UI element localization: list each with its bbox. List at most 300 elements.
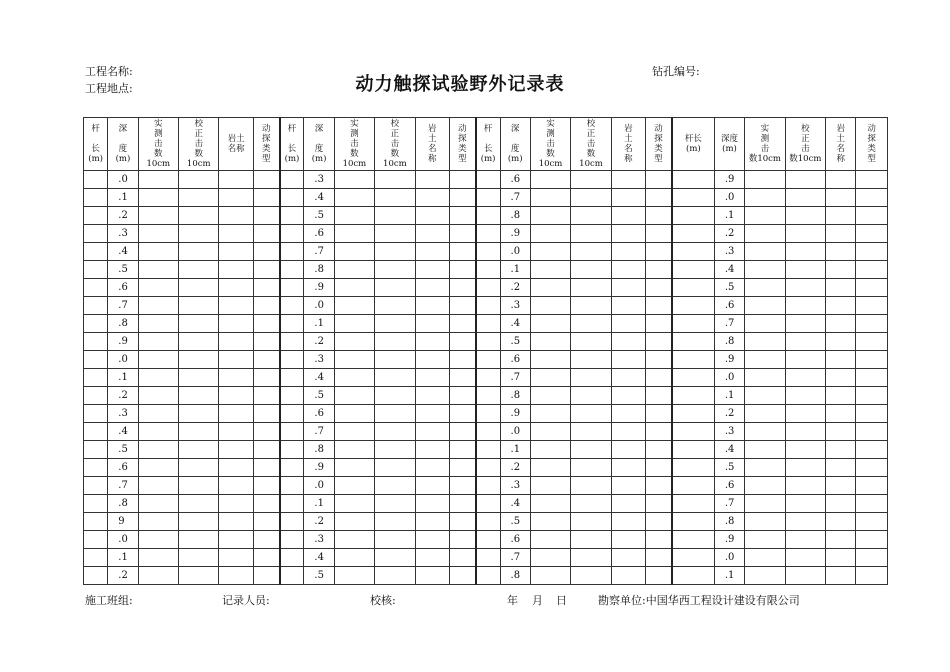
- header-row: [84, 118, 888, 171]
- corrected-blows-cell: [571, 369, 611, 387]
- table-row: [84, 405, 888, 423]
- probe-type-cell: [449, 369, 475, 387]
- depth-cell: .9: [714, 351, 744, 369]
- rod-length-cell: [672, 387, 714, 405]
- probe-type-cell: [449, 333, 475, 351]
- depth-cell: .5: [108, 441, 138, 459]
- depth-cell: .2: [108, 387, 138, 405]
- probe-type-cell: [253, 261, 279, 279]
- rod-length-cell: [672, 189, 714, 207]
- borehole-number-label: 钻孔编号:: [652, 65, 700, 78]
- corrected-blows-cell: [179, 405, 219, 423]
- rod-length-cell: [84, 441, 108, 459]
- measured-blows-cell: [138, 567, 178, 585]
- table-row: [84, 225, 888, 243]
- depth-cell: .2: [304, 333, 334, 351]
- probe-type-cell: [856, 513, 888, 531]
- rod-length-cell: [672, 261, 714, 279]
- probe-type-cell: [856, 423, 888, 441]
- soil-name-cell: [826, 369, 856, 387]
- probe-type-cell: [856, 531, 888, 549]
- soil-name-cell: [219, 171, 253, 189]
- corrected-blows-cell: [571, 387, 611, 405]
- probe-type-cell: [253, 171, 279, 189]
- measured-blows-cell: [745, 333, 785, 351]
- depth-cell: .3: [108, 405, 138, 423]
- depth-cell: .2: [108, 567, 138, 585]
- soil-name-cell: [415, 351, 449, 369]
- corrected-blows-cell: [571, 459, 611, 477]
- corrected-blows-cell: [375, 207, 415, 225]
- probe-type-cell: [449, 459, 475, 477]
- corrected-blows-cell: [375, 459, 415, 477]
- measured-blows-cell: [530, 207, 570, 225]
- corrected-blows-cell: [571, 567, 611, 585]
- rod-length-cell: [280, 243, 304, 261]
- soil-name-cell: [826, 405, 856, 423]
- soil-name-cell: [219, 513, 253, 531]
- probe-type-cell: [253, 243, 279, 261]
- depth-cell: .8: [714, 513, 744, 531]
- measured-blows-cell: [745, 171, 785, 189]
- soil-name-cell: [826, 225, 856, 243]
- probe-type-cell: [253, 297, 279, 315]
- measured-blows-cell: [530, 423, 570, 441]
- probe-type-cell: [646, 171, 672, 189]
- corrected-blows-cell: [785, 513, 825, 531]
- header-probe-type: 动 探 类 型: [646, 118, 672, 171]
- soil-name-cell: [219, 369, 253, 387]
- probe-type-cell: [856, 189, 888, 207]
- soil-name-cell: [826, 441, 856, 459]
- rod-length-cell: [280, 531, 304, 549]
- depth-cell: .0: [714, 549, 744, 567]
- probe-type-cell: [449, 387, 475, 405]
- probe-type-cell: [253, 315, 279, 333]
- rod-length-cell: [280, 423, 304, 441]
- soil-name-cell: [826, 243, 856, 261]
- corrected-blows-cell: [571, 189, 611, 207]
- rod-length-cell: [672, 279, 714, 297]
- rod-length-cell: [84, 369, 108, 387]
- measured-blows-cell: [334, 477, 374, 495]
- table-row: [84, 297, 888, 315]
- soil-name-cell: [415, 279, 449, 297]
- soil-name-cell: [611, 477, 645, 495]
- soil-name-cell: [826, 315, 856, 333]
- corrected-blows-cell: [375, 549, 415, 567]
- depth-cell: .4: [304, 549, 334, 567]
- measured-blows-cell: [334, 423, 374, 441]
- corrected-blows-cell: [785, 441, 825, 459]
- measured-blows-cell: [530, 495, 570, 513]
- soil-name-cell: [611, 333, 645, 351]
- rod-length-cell: [476, 171, 500, 189]
- depth-cell: .8: [304, 261, 334, 279]
- measured-blows-cell: [745, 279, 785, 297]
- corrected-blows-cell: [179, 297, 219, 315]
- soil-name-cell: [219, 405, 253, 423]
- crew-label: 施工班组:: [85, 594, 133, 607]
- depth-cell: .8: [304, 441, 334, 459]
- depth-cell: .1: [108, 369, 138, 387]
- probe-type-cell: [253, 459, 279, 477]
- corrected-blows-cell: [179, 333, 219, 351]
- soil-name-cell: [219, 351, 253, 369]
- corrected-blows-cell: [179, 387, 219, 405]
- rod-length-cell: [280, 459, 304, 477]
- probe-type-cell: [449, 279, 475, 297]
- measured-blows-cell: [138, 351, 178, 369]
- rod-length-cell: [280, 387, 304, 405]
- probe-type-cell: [646, 243, 672, 261]
- depth-cell: .2: [500, 279, 530, 297]
- probe-type-cell: [253, 567, 279, 585]
- measured-blows-cell: [530, 279, 570, 297]
- year-label: 年: [507, 594, 518, 607]
- soil-name-cell: [826, 423, 856, 441]
- depth-cell: .5: [714, 279, 744, 297]
- soil-name-cell: [611, 387, 645, 405]
- corrected-blows-cell: [179, 531, 219, 549]
- rod-length-cell: [84, 207, 108, 225]
- measured-blows-cell: [334, 315, 374, 333]
- probe-type-cell: [856, 549, 888, 567]
- measured-blows-cell: [530, 387, 570, 405]
- probe-type-cell: [856, 171, 888, 189]
- probe-type-cell: [856, 279, 888, 297]
- measured-blows-cell: [138, 243, 178, 261]
- soil-name-cell: [611, 567, 645, 585]
- soil-name-cell: [415, 459, 449, 477]
- depth-cell: .3: [108, 225, 138, 243]
- probe-type-cell: [449, 207, 475, 225]
- soil-name-cell: [219, 207, 253, 225]
- corrected-blows-cell: [375, 531, 415, 549]
- depth-cell: .2: [108, 207, 138, 225]
- header-corrected-blows: 校 正 击 数10cm: [785, 118, 825, 171]
- depth-cell: .1: [108, 189, 138, 207]
- probe-type-cell: [646, 405, 672, 423]
- depth-cell: .7: [714, 495, 744, 513]
- soil-name-cell: [415, 531, 449, 549]
- measured-blows-cell: [745, 441, 785, 459]
- table-row: [84, 261, 888, 279]
- corrected-blows-cell: [375, 441, 415, 459]
- rod-length-cell: [476, 243, 500, 261]
- rod-length-cell: [280, 225, 304, 243]
- soil-name-cell: [611, 225, 645, 243]
- depth-cell: .9: [500, 405, 530, 423]
- depth-cell: .6: [304, 405, 334, 423]
- measured-blows-cell: [530, 315, 570, 333]
- rod-length-cell: [672, 315, 714, 333]
- probe-type-cell: [449, 189, 475, 207]
- corrected-blows-cell: [571, 279, 611, 297]
- measured-blows-cell: [334, 441, 374, 459]
- probe-type-cell: [646, 333, 672, 351]
- probe-type-cell: [856, 243, 888, 261]
- depth-cell: .3: [500, 297, 530, 315]
- corrected-blows-cell: [375, 513, 415, 531]
- depth-cell: .6: [108, 459, 138, 477]
- header-corrected-blows: 校 正 击 数 10cm: [571, 118, 611, 171]
- rod-length-cell: [84, 567, 108, 585]
- soil-name-cell: [415, 477, 449, 495]
- depth-cell: .9: [108, 333, 138, 351]
- rod-length-cell: [476, 297, 500, 315]
- table-row: [84, 333, 888, 351]
- measured-blows-cell: [745, 567, 785, 585]
- measured-blows-cell: [745, 477, 785, 495]
- soil-name-cell: [611, 495, 645, 513]
- probe-type-cell: [856, 387, 888, 405]
- record-table: [83, 117, 888, 585]
- soil-name-cell: [826, 297, 856, 315]
- rod-length-cell: [280, 315, 304, 333]
- probe-type-cell: [646, 459, 672, 477]
- rod-length-cell: [476, 315, 500, 333]
- measured-blows-cell: [530, 513, 570, 531]
- soil-name-cell: [219, 567, 253, 585]
- rod-length-cell: [280, 549, 304, 567]
- probe-type-cell: [253, 405, 279, 423]
- rod-length-cell: [84, 333, 108, 351]
- soil-name-cell: [611, 261, 645, 279]
- depth-cell: .8: [714, 333, 744, 351]
- probe-type-cell: [856, 567, 888, 585]
- rod-length-cell: [84, 297, 108, 315]
- probe-type-cell: [253, 189, 279, 207]
- corrected-blows-cell: [571, 405, 611, 423]
- soil-name-cell: [219, 495, 253, 513]
- rod-length-cell: [672, 405, 714, 423]
- soil-name-cell: [826, 459, 856, 477]
- rod-length-cell: [672, 369, 714, 387]
- table-row: [84, 477, 888, 495]
- soil-name-cell: [219, 549, 253, 567]
- rod-length-cell: [280, 369, 304, 387]
- table-row: [84, 189, 888, 207]
- rod-length-cell: [84, 549, 108, 567]
- probe-type-cell: [646, 441, 672, 459]
- rod-length-cell: [476, 531, 500, 549]
- measured-blows-cell: [138, 495, 178, 513]
- depth-cell: .6: [500, 171, 530, 189]
- measured-blows-cell: [138, 531, 178, 549]
- measured-blows-cell: [745, 549, 785, 567]
- table-row: [84, 513, 888, 531]
- probe-type-cell: [856, 477, 888, 495]
- depth-cell: .9: [714, 171, 744, 189]
- table-row: [84, 423, 888, 441]
- depth-cell: .1: [500, 441, 530, 459]
- depth-cell: .0: [714, 189, 744, 207]
- probe-type-cell: [253, 225, 279, 243]
- depth-cell: .9: [304, 279, 334, 297]
- rod-length-cell: [476, 369, 500, 387]
- probe-type-cell: [253, 477, 279, 495]
- measured-blows-cell: [530, 351, 570, 369]
- rod-length-cell: [672, 297, 714, 315]
- measured-blows-cell: [745, 369, 785, 387]
- rod-length-cell: [84, 513, 108, 531]
- header-measured-blows: 实 测 击 数 10cm: [138, 118, 178, 171]
- rod-length-cell: [84, 315, 108, 333]
- header-rod-length: 杆 长 (m): [476, 118, 500, 171]
- corrected-blows-cell: [179, 207, 219, 225]
- rod-length-cell: [280, 405, 304, 423]
- rod-length-cell: [476, 513, 500, 531]
- measured-blows-cell: [530, 369, 570, 387]
- depth-cell: .2: [714, 405, 744, 423]
- probe-type-cell: [253, 207, 279, 225]
- depth-cell: .5: [304, 207, 334, 225]
- soil-name-cell: [219, 243, 253, 261]
- soil-name-cell: [219, 423, 253, 441]
- measured-blows-cell: [138, 225, 178, 243]
- measured-blows-cell: [334, 333, 374, 351]
- depth-cell: .3: [714, 243, 744, 261]
- corrected-blows-cell: [571, 513, 611, 531]
- soil-name-cell: [826, 279, 856, 297]
- header-soil-name: 岩土 名称: [219, 118, 253, 171]
- measured-blows-cell: [530, 189, 570, 207]
- soil-name-cell: [826, 261, 856, 279]
- soil-name-cell: [826, 477, 856, 495]
- probe-type-cell: [856, 225, 888, 243]
- probe-type-cell: [646, 225, 672, 243]
- corrected-blows-cell: [375, 261, 415, 279]
- rod-length-cell: [476, 567, 500, 585]
- measured-blows-cell: [745, 495, 785, 513]
- measured-blows-cell: [138, 513, 178, 531]
- corrected-blows-cell: [571, 423, 611, 441]
- header-probe-type: 动 探 类 型: [856, 118, 888, 171]
- probe-type-cell: [253, 495, 279, 513]
- probe-type-cell: [856, 207, 888, 225]
- probe-type-cell: [449, 531, 475, 549]
- rod-length-cell: [672, 423, 714, 441]
- corrected-blows-cell: [375, 315, 415, 333]
- probe-type-cell: [253, 549, 279, 567]
- header-corrected-blows: 校 正 击 数 10cm: [179, 118, 219, 171]
- probe-type-cell: [646, 261, 672, 279]
- soil-name-cell: [415, 243, 449, 261]
- measured-blows-cell: [334, 189, 374, 207]
- probe-type-cell: [856, 405, 888, 423]
- rod-length-cell: [672, 495, 714, 513]
- probe-type-cell: [646, 351, 672, 369]
- depth-cell: .7: [108, 477, 138, 495]
- probe-type-cell: [856, 459, 888, 477]
- page-title: 动力触探试验野外记录表: [355, 74, 565, 95]
- corrected-blows-cell: [571, 315, 611, 333]
- measured-blows-cell: [138, 279, 178, 297]
- corrected-blows-cell: [179, 423, 219, 441]
- rod-length-cell: [672, 477, 714, 495]
- corrected-blows-cell: [375, 297, 415, 315]
- rod-length-cell: [672, 351, 714, 369]
- soil-name-cell: [826, 171, 856, 189]
- soil-name-cell: [415, 207, 449, 225]
- measured-blows-cell: [138, 315, 178, 333]
- rod-length-cell: [672, 333, 714, 351]
- soil-name-cell: [611, 315, 645, 333]
- depth-cell: .3: [304, 531, 334, 549]
- probe-type-cell: [646, 387, 672, 405]
- probe-type-cell: [856, 369, 888, 387]
- soil-name-cell: [611, 531, 645, 549]
- header-depth: 深 度 (m): [500, 118, 530, 171]
- corrected-blows-cell: [179, 369, 219, 387]
- rod-length-cell: [280, 171, 304, 189]
- depth-cell: .4: [714, 441, 744, 459]
- month-label: 月: [532, 594, 543, 607]
- measured-blows-cell: [334, 459, 374, 477]
- rod-length-cell: [280, 261, 304, 279]
- depth-cell: .5: [304, 387, 334, 405]
- measured-blows-cell: [138, 207, 178, 225]
- header-soil-name: 岩 土 名 称: [826, 118, 856, 171]
- measured-blows-cell: [138, 549, 178, 567]
- probe-type-cell: [253, 441, 279, 459]
- depth-cell: .5: [304, 567, 334, 585]
- measured-blows-cell: [334, 369, 374, 387]
- rod-length-cell: [84, 495, 108, 513]
- probe-type-cell: [856, 495, 888, 513]
- corrected-blows-cell: [785, 315, 825, 333]
- depth-cell: .4: [714, 261, 744, 279]
- corrected-blows-cell: [785, 243, 825, 261]
- probe-type-cell: [253, 279, 279, 297]
- rod-length-cell: [84, 279, 108, 297]
- probe-type-cell: [253, 531, 279, 549]
- rod-length-cell: [84, 423, 108, 441]
- corrected-blows-cell: [571, 531, 611, 549]
- table-row: [84, 549, 888, 567]
- soil-name-cell: [219, 333, 253, 351]
- soil-name-cell: [611, 459, 645, 477]
- corrected-blows-cell: [179, 549, 219, 567]
- corrected-blows-cell: [785, 495, 825, 513]
- depth-cell: .8: [108, 315, 138, 333]
- table-row: [84, 171, 888, 189]
- corrected-blows-cell: [571, 495, 611, 513]
- soil-name-cell: [611, 441, 645, 459]
- rod-length-cell: [84, 405, 108, 423]
- probe-type-cell: [253, 423, 279, 441]
- corrected-blows-cell: [179, 351, 219, 369]
- depth-cell: .9: [714, 531, 744, 549]
- measured-blows-cell: [745, 207, 785, 225]
- rod-length-cell: [84, 459, 108, 477]
- rod-length-cell: [672, 513, 714, 531]
- table-row: [84, 279, 888, 297]
- measured-blows-cell: [334, 243, 374, 261]
- soil-name-cell: [826, 513, 856, 531]
- measured-blows-cell: [745, 261, 785, 279]
- corrected-blows-cell: [571, 477, 611, 495]
- corrected-blows-cell: [571, 297, 611, 315]
- depth-cell: .1: [714, 207, 744, 225]
- depth-cell: .6: [500, 531, 530, 549]
- depth-cell: .7: [500, 549, 530, 567]
- soil-name-cell: [415, 297, 449, 315]
- corrected-blows-cell: [375, 189, 415, 207]
- soil-name-cell: [415, 315, 449, 333]
- measured-blows-cell: [530, 531, 570, 549]
